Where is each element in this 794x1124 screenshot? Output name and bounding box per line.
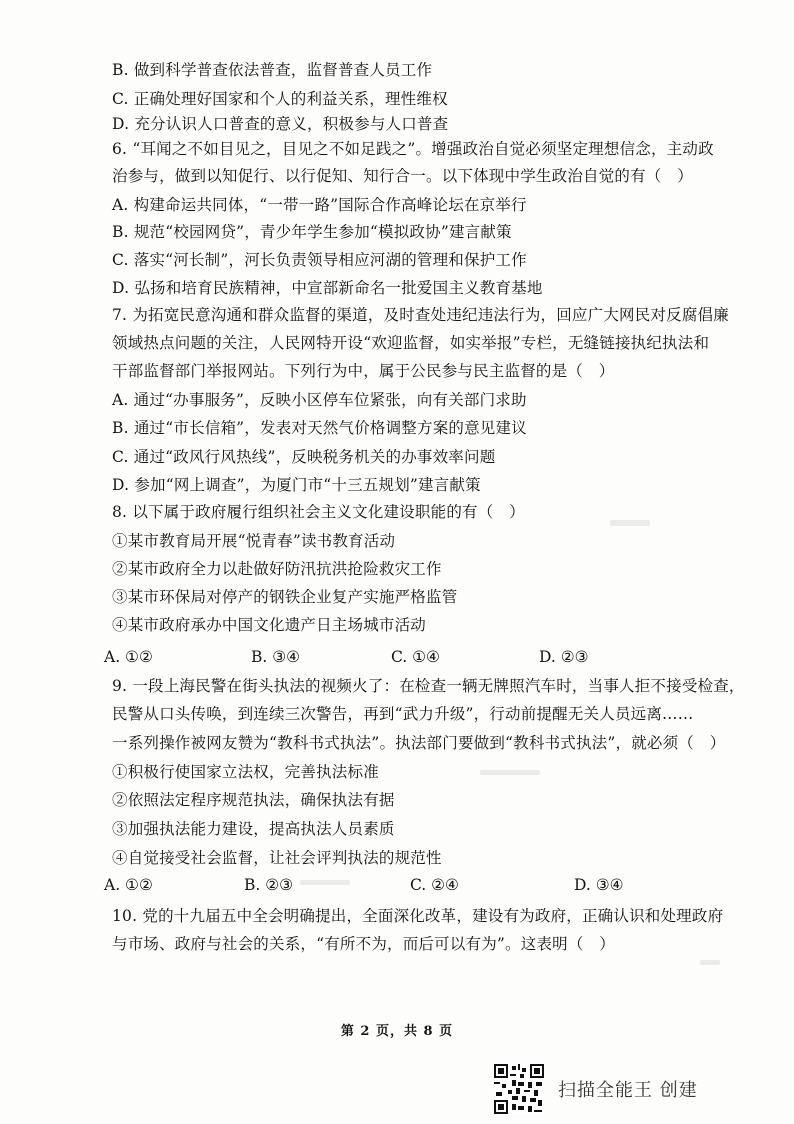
qr-code-icon xyxy=(494,1064,544,1114)
option-line: B. 通过“市长信箱”，发表对天然气价格调整方案的意见建议 xyxy=(112,419,527,437)
statement-line: ④某市政府承办中国文化遗产日主场城市活动 xyxy=(112,616,427,634)
question-7-stem: 7. 为拓宽民意沟通和群众监督的渠道，及时查处违纪违法行为，回应广大网民对反腐倡廉 xyxy=(112,306,729,324)
option-b: B. ③④ xyxy=(251,648,301,666)
statement-line: ①积极行使国家立法权，完善执法标准 xyxy=(112,763,379,781)
statement-line: ③某市环保局对停产的钢铁企业复产实施严格监管 xyxy=(112,588,458,606)
statement-line: ②依照法定程序规范执法，确保执法有据 xyxy=(112,791,395,809)
option-a: A. ①② xyxy=(104,876,153,894)
option-line: D. 充分认识人口普查的意义，积极参与人口普查 xyxy=(112,115,449,133)
statement-line: ③加强执法能力建设，提高执法人员素质 xyxy=(112,820,395,838)
statement-line: ②某市政府全力以赴做好防汛抗洪抢险救灾工作 xyxy=(112,560,442,578)
option-d: D. ③④ xyxy=(574,876,624,894)
option-line: B. 规范“校园网贷”，青少年学生参加“模拟政协”建言献策 xyxy=(112,223,512,241)
scan-noise xyxy=(700,960,720,965)
option-line: B. 做到科学普查依法普查，监督普查人员工作 xyxy=(112,61,433,79)
option-line: A. 通过“办事服务”，反映小区停车位紧张，向有关部门求助 xyxy=(112,391,527,409)
option-d: D. ②③ xyxy=(539,648,589,666)
question-10-stem: 与市场、政府与社会的关系，“有所不为，而后可以有为”。这表明（ ） xyxy=(112,935,615,953)
question-6-stem: 治参与，做到以知促行、以行促知、知行合一。以下体现中学生政治自觉的有（ ） xyxy=(112,167,693,185)
option-line: D. 弘扬和培育民族精神，中宣部新命名一批爱国主义教育基地 xyxy=(112,279,543,297)
scan-noise xyxy=(610,520,650,526)
question-9-stem: 民警从口头传唤，到连续三次警告，再到“武力升级”，行动前提醒无关人员远离…… xyxy=(112,705,694,723)
option-line: D. 参加“网上调查”，为厦门市“十三五规划”建言献策 xyxy=(112,476,481,494)
option-line: A. 构建命运共同体，“一带一路”国际合作高峰论坛在京举行 xyxy=(112,196,527,214)
scanner-watermark-text: 扫描全能王 创建 xyxy=(558,1080,698,1101)
statement-line: ①某市教育局开展“悦青春”读书教育活动 xyxy=(112,532,396,550)
question-9-stem: 9. 一段上海民警在街头执法的视频火了：在检查一辆无牌照汽车时，当事人拒不接受检查， xyxy=(112,677,745,695)
page-number: 第 2 页，共 8 页 xyxy=(340,1024,454,1039)
question-10-stem: 10. 党的十九届五中全会明确提出，全面深化改革，建设有为政府，正确认识和处理政府 xyxy=(112,907,724,925)
question-6-stem: 6. “耳闻之不如目见之，目见之不如足践之”。增强政治自觉必须坚定理想信念，主动政 xyxy=(112,140,714,158)
option-c: C. ①④ xyxy=(391,648,440,666)
option-b: B. ②③ xyxy=(244,876,294,894)
question-8-stem: 8. 以下属于政府履行组织社会主义文化建设职能的有（ ） xyxy=(112,503,525,521)
scan-noise xyxy=(480,770,540,775)
option-line: C. 落实“河长制”，河长负责领导相应河湖的管理和保护工作 xyxy=(112,251,527,269)
question-7-stem: 领域热点问题的关注，人民网特开设“欢迎监督，如实举报”专栏，无缝链接执纪执法和 xyxy=(112,334,710,352)
option-c: C. ②④ xyxy=(410,876,459,894)
question-9-stem: 一系列操作被网友赞为“教科书式执法”。执法部门要做到“教科书式执法”，就必须（ ） xyxy=(112,734,726,752)
scan-noise xyxy=(300,880,350,885)
statement-line: ④自觉接受社会监督，让社会评判执法的规范性 xyxy=(112,849,442,867)
option-a: A. ①② xyxy=(104,648,153,666)
option-line: C. 通过“政风行风热线”，反映税务机关的办事效率问题 xyxy=(112,448,496,466)
option-line: C. 正确处理好国家和个人的利益关系，理性维权 xyxy=(112,90,448,108)
question-7-stem: 干部监督部门举报网站。下列行为中，属于公民参与民主监督的是（ ） xyxy=(112,362,615,380)
scanner-watermark xyxy=(494,1064,744,1114)
